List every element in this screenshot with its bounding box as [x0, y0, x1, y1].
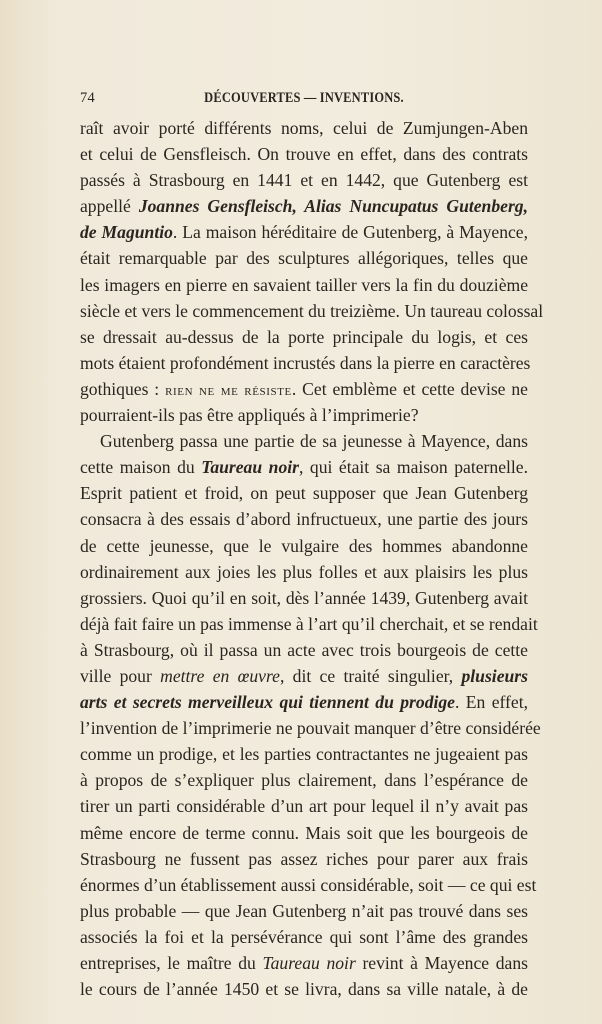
italic-quote: arts et secrets merveilleux qui tiennent du prodige — [80, 692, 455, 713]
text-line: raît avoir porté différents noms, celui de Zumjungen-Aben — [80, 118, 528, 138]
text-line: même encore de terme connu. Mais soit que les bourgeois de — [80, 822, 528, 843]
text-run: . En effet, — [455, 692, 528, 713]
text-line — [80, 950, 528, 976]
text-line: à Strasbourg, où il passa un acte avec trois bourgeois de cette — [80, 639, 528, 660]
text-line: le cours de l’année 1450 et se livra, dans sa ville natale, à de — [80, 979, 528, 1000]
text-line — [80, 454, 528, 480]
text-line — [80, 219, 528, 245]
text-line: plus probable — que Jean Gutenberg n’ait pas trouvé dans ses — [80, 900, 528, 921]
text-line: Strasbourg ne fussent pas assez riches pour parer aux frais — [80, 848, 528, 869]
running-head — [80, 90, 528, 110]
text-line: Esprit patient et froid, on peut supposer que Jean Gutenberg — [80, 483, 528, 504]
text-line: et celui de Gensfleisch. On trouve en effet, dans des contrats — [80, 144, 528, 165]
text-line — [80, 689, 528, 715]
text-run: gothiques : — [80, 378, 166, 399]
text-line: énormes d’un établissement aussi considérable, soit — ce qui est — [80, 874, 537, 895]
text-line: déjà fait faire un pas immense à l’art qu’il cherchait, et se rendait — [80, 613, 538, 634]
text-run: revint à Mayence dans — [355, 953, 528, 973]
text-line: Gutenberg passa une partie de sa jeunesse à Mayence, dans — [100, 431, 528, 452]
italic-house-name: Taureau noir — [201, 457, 299, 478]
text-line: les imagers en pierre en savaient tailler vers la fin du douzième — [80, 274, 528, 295]
text-line: mots étaient profondément incrustés dans la pierre en caractères — [80, 352, 531, 373]
body-text — [80, 115, 544, 1002]
text-line — [80, 663, 528, 689]
text-line: comme un prodige, et les parties contractantes ne jugeaient pas — [80, 744, 528, 765]
text-line: associés la foi et la persévérance qui sont l’âme des grandes — [80, 926, 528, 947]
text-run: ville pour — [80, 665, 161, 686]
text-line: était remarquable par des sculptures allégoriques, telles que — [80, 248, 528, 269]
text-line: passés à Strasbourg en 1441 et en 1442, que Gutenberg est — [80, 170, 528, 191]
italic-house-name: Taureau noir — [262, 953, 356, 973]
text-run: cette maison du — [80, 457, 202, 478]
italic-latin-name: Joannes Gensfleisch, Alias Nuncupatus Gutenberg, — [138, 196, 528, 217]
text-run: , qui était sa maison paternelle. — [298, 457, 528, 478]
text-run: appellé — [80, 196, 139, 217]
text-line: se dressait au-dessus de la porte principale du logis, et ces — [80, 326, 528, 347]
text-line: pourraient-ils pas être appliqués à l’imprimerie? — [80, 405, 419, 426]
text-line: l’invention de l’imprimerie ne pouvait manquer d’être considérée — [80, 718, 541, 739]
text-run: , dit ce traité singulier, — [279, 665, 462, 686]
italic-quote: plusieurs — [461, 665, 528, 686]
text-line — [80, 376, 528, 402]
text-line: à propos de s’expliquer plus clairement, dans l’espérance de — [80, 770, 528, 791]
text-run: . La maison héréditaire de Gutenberg, à Mayence, — [172, 222, 529, 243]
italic-latin-name: de Maguntio — [80, 222, 173, 243]
running-title: DÉCOUVERTES — INVENTIONS. — [204, 90, 404, 106]
text-line: consacra à des essais d’abord infructueux, une partie des jours — [80, 509, 528, 530]
motto-small-caps: rien ne me résiste — [165, 382, 292, 399]
text-line: ordinairement aux joies les plus folles et aux plaisirs les plus — [80, 561, 528, 582]
page-number: 74 — [80, 90, 95, 106]
text-line: siècle et vers le commencement du treizième. Un taureau colossal — [80, 300, 544, 321]
text-line: tirer un parti considérable d’un art pour lequel il n’y avait pas — [80, 796, 528, 817]
text-line: grossiers. Quoi qu’il en soit, dès l’année 1439, Gutenberg avait — [80, 587, 528, 608]
italic-quote: mettre en œuvre — [160, 665, 280, 686]
text-run: entreprises, le maître du — [80, 953, 263, 973]
text-line: de cette jeunesse, que le vulgaire des hommes abandonne — [80, 535, 528, 556]
text-run: . Cet emblème et cette devise ne — [291, 378, 528, 399]
text-line — [80, 193, 528, 219]
